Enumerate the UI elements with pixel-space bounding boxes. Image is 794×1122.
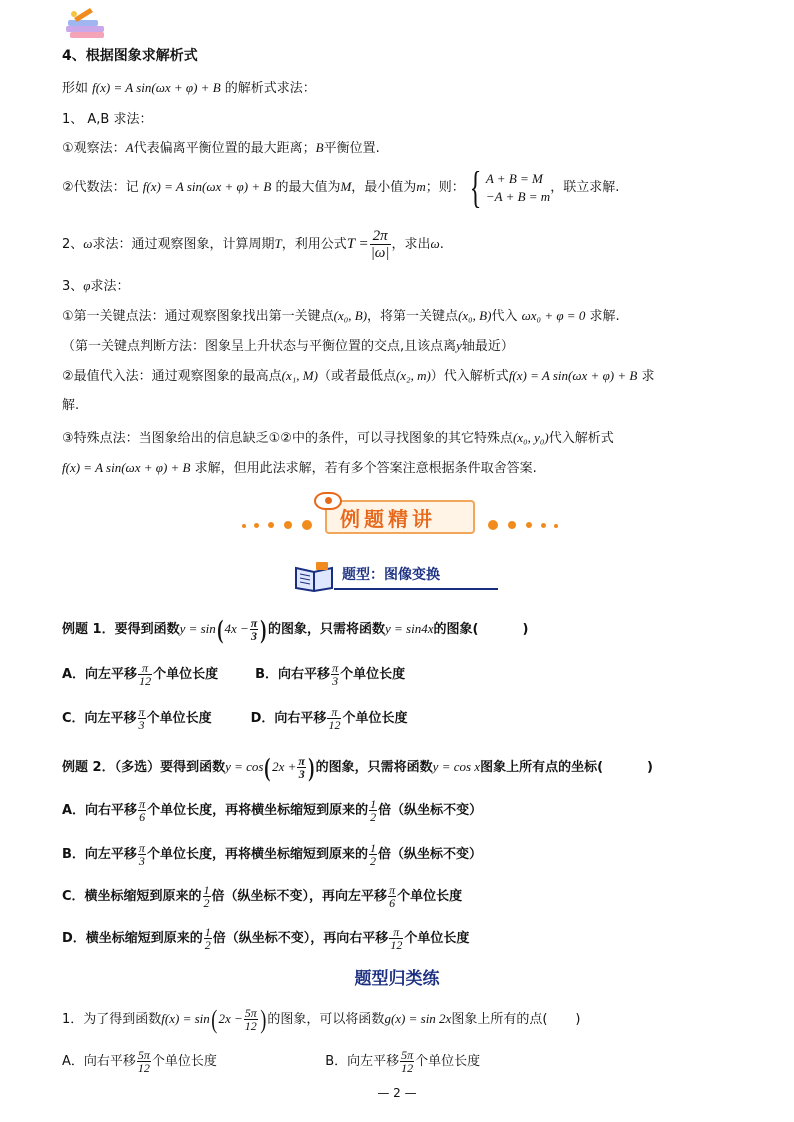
- example-2-option-a: A．向右平移 $\frac{\pi}{6}$ 个单位长度，再将横坐标缩短到原来的 $\frac{1}{2}$ 倍（纵坐标不变）: [62, 797, 483, 824]
- pencil-books-icon: [64, 6, 108, 42]
- example-2-option-b: B．向左平移 $\frac{\pi}{3}$ 个单位长度，再将横坐标缩短到原来的 $\frac{1}{2}$ 倍（纵坐标不变）: [62, 841, 482, 868]
- practice-1-question: 1．为了得到函数f(x) = sin(2x − $\frac{5\pi}{12}$ )的图象，可以将函数g(x) = sin 2x图象上所有的点( ): [62, 1004, 581, 1034]
- option-d: D．向右平移 $\frac{\pi}{12}$ 个单位长度: [250, 705, 408, 732]
- omega-method: 2、ω求法：通过观察图象，计算周期T，利用公式T = $\frac{2\pi}{|\omega|}$ ，求出ω.: [62, 228, 444, 261]
- special-point-method-cont: f(x) = A sin(ωx + φ) + B 求解，但用此法求解，若有多个答案注意根据条件取舍答案.: [62, 460, 537, 476]
- example-banner: [240, 494, 560, 538]
- intro-line: 形如 f(x) = A sin(ωx + φ) + B 的解析式求法：: [62, 80, 316, 96]
- brace-symbol: {: [469, 162, 482, 212]
- special-point-method: ③特殊点法：当图象给出的信息缺乏①②中的条件，可以寻找图象的其它特殊点(x₀, y₀)代入解析式: [62, 430, 614, 446]
- practice-section-title: 题型归类练: [354, 969, 440, 989]
- open-book-icon: [294, 560, 334, 592]
- equation-system: A + B = M −A + B = m: [485, 170, 551, 204]
- page-number: — 2 —: [377, 1086, 417, 1100]
- observation-method: ①观察法：A代表偏离平衡位置的最大距离；B平衡位置.: [62, 140, 380, 156]
- banner-title: 例题精讲: [340, 507, 436, 531]
- example-1-question: 例题 1．要得到函数y = sin(4x − $\frac{\pi}{3}$ )的图象，只需将函数y = sin4x的图象( ): [62, 614, 529, 644]
- first-key-point-note: （第一关键点判断方法：图象呈上升状态与平衡位置的交点,且该点离y轴最近）: [62, 338, 514, 354]
- option-c: C．向左平移 $\frac{\pi}{3}$ 个单位长度: [62, 705, 212, 732]
- extreme-value-method-cont: 解.: [62, 398, 80, 413]
- option-a: A．向左平移 $\frac{\pi}{12}$ 个单位长度: [62, 661, 219, 688]
- first-key-point-method: ①第一关键点法：通过观察图象找出第一关键点(x₀, B)，将第一关键点(x₀, B)代入 ωx₀ + φ = 0 求解.: [62, 308, 620, 324]
- extreme-value-method: ②最值代入法：通过观察图象的最高点(x₁, M)（或者最低点(x₂, m)）代入解析式f(x) = A sin(ωx + φ) + B 求: [62, 368, 655, 384]
- question-type-heading: 题型：图像变换: [294, 558, 498, 594]
- section-heading: 4、根据图象求解析式: [62, 48, 198, 64]
- example-1-options-ab: [62, 660, 754, 690]
- example-2-option-c: C．横坐标缩短到原来的 $\frac{1}{2}$ 倍（纵坐标不变），再向左平移 $\frac{\pi}{6}$ 个单位长度: [62, 883, 463, 910]
- step1-line: 1、 A,B 求法：: [62, 112, 153, 127]
- example-2-question: 例题 2．（多选）要得到函数y = cos(2x + $\frac{\pi}{3}$ )的图象，只需将函数y = cos x图象上所有点的坐标( ): [62, 752, 653, 782]
- option-a: A．向右平移 $\frac{5\pi}{12}$ 个单位长度: [62, 1048, 217, 1075]
- option-b: B．向左平移 $\frac{5\pi}{12}$ 个单位长度: [325, 1048, 481, 1075]
- period-fraction: $\frac{2\pi}{|\omega|}$: [370, 228, 390, 261]
- example-1-options-cd: [62, 704, 754, 734]
- eye-icon: [314, 492, 342, 510]
- algebra-method: ②代数法：记 f(x) = A sin(ωx + φ) + B 的最大值为M，最小值为m；则： { A + B = M −A + B = m ，联立求解.: [62, 162, 620, 212]
- phi-method: 3、φ求法：: [62, 278, 130, 294]
- example-2-option-d: D．横坐标缩短到原来的 $\frac{1}{2}$ 倍（纵坐标不变），再向右平移 $\frac{\pi}{12}$ 个单位长度: [62, 925, 470, 952]
- practice-1-options: [62, 1046, 754, 1078]
- option-b: B．向右平移 $\frac{\pi}{3}$ 个单位长度: [255, 661, 406, 688]
